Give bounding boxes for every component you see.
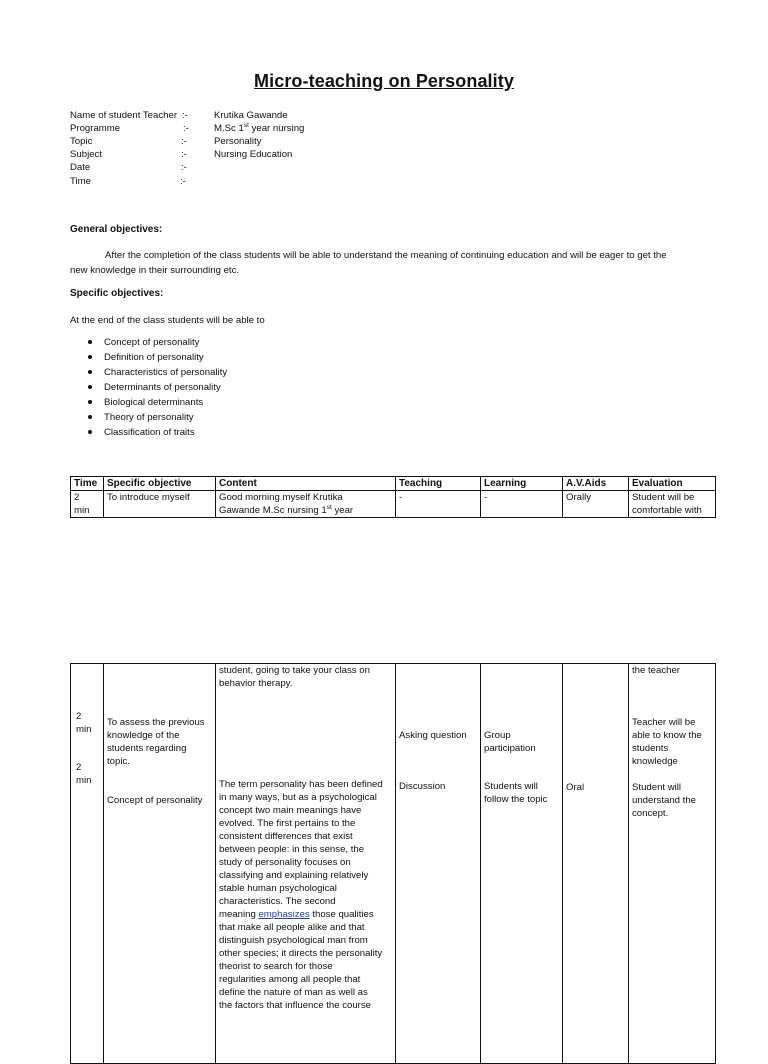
cell-teaching: Asking question Discussion bbox=[396, 664, 481, 1064]
info-value: Personality bbox=[214, 136, 262, 147]
header-av-aids: A.V.Aids bbox=[563, 477, 629, 491]
info-label: Programme bbox=[70, 123, 121, 134]
cell-av-aids: Orally bbox=[563, 491, 629, 518]
cell-learning: Group participation Students will follow the topic bbox=[481, 664, 563, 1064]
general-objectives-text: After the completion of the class students will be able to understand the meaning of continuing education and will be eager to get the new knowledge in their surrounding etc. bbox=[70, 250, 667, 276]
emphasizes-link[interactable]: emphasizes bbox=[258, 909, 310, 920]
list-item: Theory of personality bbox=[70, 410, 227, 425]
header-evaluation: Evaluation bbox=[629, 477, 716, 491]
info-separator: :- bbox=[182, 110, 188, 121]
cell-teaching: - bbox=[396, 491, 481, 518]
cell-time: 2 min bbox=[71, 491, 104, 518]
list-item: Concept of personality bbox=[70, 335, 227, 350]
info-separator: :- bbox=[183, 123, 189, 134]
specific-objectives-intro: At the end of the class students will be able to bbox=[70, 315, 265, 326]
info-separator: :- bbox=[180, 176, 186, 187]
lesson-plan-table bbox=[70, 476, 716, 518]
table-row bbox=[71, 491, 716, 518]
specific-objectives-list bbox=[70, 335, 227, 440]
info-label: Date bbox=[70, 162, 91, 173]
table-header-row bbox=[71, 477, 716, 491]
list-item: Determinants of personality bbox=[70, 380, 227, 395]
cell-learning: - bbox=[481, 491, 563, 518]
cell-time: 2 min 2 min bbox=[71, 664, 104, 1064]
info-label: Time bbox=[70, 176, 91, 187]
lesson-plan-table-continued bbox=[70, 663, 716, 1064]
info-label: Subject bbox=[70, 149, 102, 160]
cell-objective: To assess the previous knowledge of the students regarding topic. Concept of personality bbox=[104, 664, 216, 1064]
header-learning: Learning bbox=[481, 477, 563, 491]
cell-objective: To introduce myself bbox=[104, 491, 216, 518]
specific-objectives-heading: Specific objectives: bbox=[70, 288, 164, 299]
list-item: Definition of personality bbox=[70, 350, 227, 365]
cell-content: student, going to take your class on behavior therapy. The term personality has been defined in many ways, but as a psychological concept two main meanings have evolved. The first pertains to the consistent differences that exist between people: in this sense, the study of personality focuses on classifying and explaining relatively stable human psychological characteristics. The second meaning emphasizes those qualities that make all people alike and that distinguish psychological man from other species; it directs the personality theorist to search for those regularities among all people that define the nature of man as well as the factors that influence the course bbox=[216, 664, 396, 1064]
list-item: Characteristics of personality bbox=[70, 365, 227, 380]
page-title: Micro-teaching on Personality bbox=[254, 71, 514, 91]
table-row bbox=[71, 664, 716, 1064]
cell-evaluation: Student will be comfortable with bbox=[629, 491, 716, 518]
info-label: Topic bbox=[70, 136, 93, 147]
header-content: Content bbox=[216, 477, 396, 491]
header-specific-objective: Specific objective bbox=[104, 477, 216, 491]
list-item: Biological determinants bbox=[70, 395, 227, 410]
cell-content: Good morning myself Krutika Gawande M.Sc nursing 1st year bbox=[216, 491, 396, 518]
info-label: Name of student Teacher bbox=[70, 110, 178, 121]
header-teaching: Teaching bbox=[396, 477, 481, 491]
general-objectives-heading: General objectives: bbox=[70, 224, 163, 235]
cell-av-aids: Oral bbox=[563, 664, 629, 1064]
cell-evaluation: the teacher Teacher will be able to know the students knowledge Student will understand the concept. bbox=[629, 664, 716, 1064]
info-separator: :- bbox=[181, 162, 187, 173]
header-time: Time bbox=[71, 477, 104, 491]
info-separator: :- bbox=[181, 136, 187, 147]
info-value: Krutika Gawande bbox=[214, 110, 288, 121]
info-value: M.Sc 1st year nursing bbox=[214, 121, 305, 134]
list-item: Classification of traits bbox=[70, 425, 227, 440]
info-value: Nursing Education bbox=[214, 149, 293, 160]
info-separator: :- bbox=[181, 149, 187, 160]
